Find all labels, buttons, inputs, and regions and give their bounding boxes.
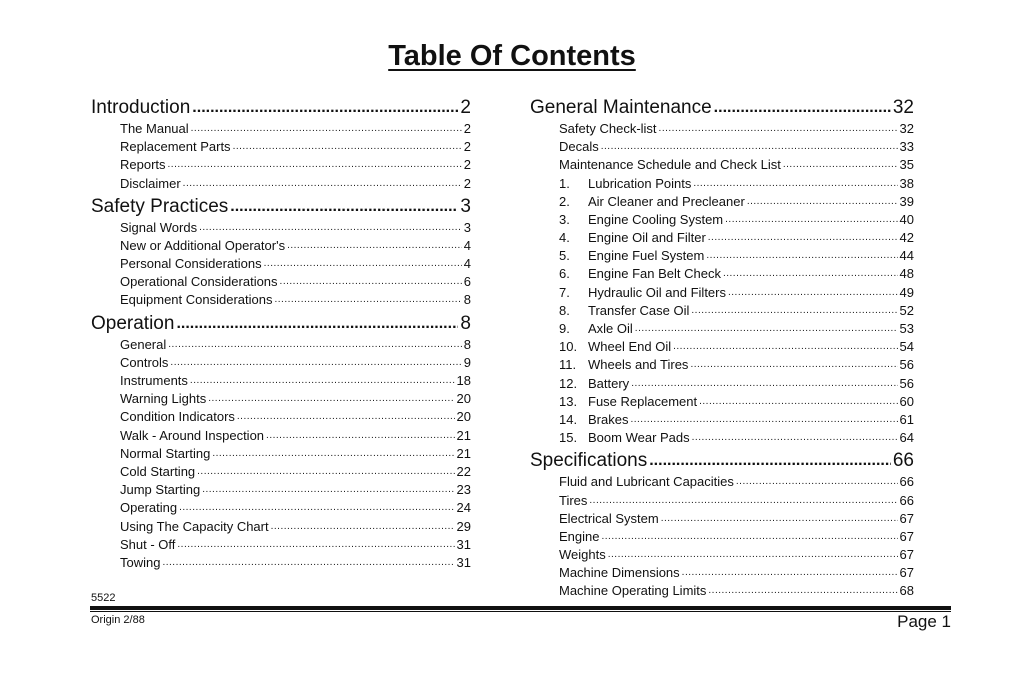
toc-dot-leader [649,449,891,473]
toc-dot-leader [237,408,455,426]
toc-entry-row[interactable] [530,564,914,582]
toc-entry-page: 32 [899,120,914,136]
toc-dot-leader [706,247,897,265]
toc-entry-row[interactable] [530,138,914,156]
toc-dot-leader [266,427,454,445]
toc-dot-leader [170,354,461,372]
toc-entry-label: Lubrication Points [588,175,692,191]
toc-entry-label-wrap [559,546,606,564]
toc-entry-page: 6 [463,274,471,290]
toc-entry-label-wrap [120,463,195,481]
toc-entry-row[interactable] [530,583,914,601]
toc-entry-page: 20 [456,391,471,407]
toc-entry-label-wrap [120,554,160,572]
toc-entry-row[interactable] [530,393,914,411]
toc-entry-row[interactable] [530,528,914,546]
toc-entry-label-wrap [120,255,262,273]
toc-entry-label-wrap [120,175,181,193]
toc-entry-row[interactable] [530,247,914,265]
toc-entry-label: General [120,336,167,352]
toc-entry-label: Equipment Considerations [120,292,273,308]
toc-entry-row[interactable] [91,237,471,255]
toc-entry-row[interactable] [530,492,914,510]
toc-entry-label-wrap [559,393,697,411]
toc-entry-label: Shut - Off [120,536,176,552]
toc-dot-leader [274,292,461,310]
toc-entry-label-wrap [559,564,680,582]
toc-dot-leader [714,96,891,120]
footer-rule-thin [90,611,951,612]
toc-entry-label-wrap [120,292,272,310]
toc-entry-page: 8 [463,292,471,308]
page-title [0,40,1024,73]
toc-dot-leader [280,273,462,291]
toc-dot-leader [692,429,898,447]
toc-entry-label: Personal Considerations [120,256,262,272]
toc-entry-label-wrap [120,408,235,426]
page-title-text: Table Of Contents [388,40,636,72]
toc-entry-page: 52 [899,302,914,318]
toc-entry-label-wrap [120,156,166,174]
toc-entry-label: Engine [559,528,600,544]
toc-entry-label-wrap [559,320,633,338]
toc-dot-leader [601,138,898,156]
toc-entry-number: 8. [559,302,570,318]
toc-dot-leader [608,546,898,564]
toc-entry-label-wrap [120,518,269,536]
toc-entry-label-wrap [120,273,278,291]
toc-entry-label-wrap [559,338,671,356]
toc-entry-row[interactable] [530,120,914,138]
toc-entry-label: Machine Operating Limits [559,583,707,599]
toc-entry-label: Cold Starting [120,463,196,479]
toc-entry-page: 29 [456,518,471,534]
toc-dot-leader [287,237,462,255]
toc-section-row[interactable] [91,96,471,120]
toc-entry-label-wrap [559,229,706,247]
toc-dot-leader [725,211,897,229]
toc-section-page: 2 [460,97,471,118]
toc-entry-number: 3. [559,211,570,227]
toc-dot-leader [168,336,462,354]
toc-entry-page: 44 [899,248,914,264]
toc-entry-number: 9. [559,321,570,337]
toc-entry-label-wrap [120,427,264,445]
toc-entry-label-wrap [559,120,657,138]
toc-entry-label-wrap [120,372,188,390]
toc-entry-row[interactable] [530,284,914,302]
toc-entry-label: Weights [559,547,606,563]
toc-entry-label: Operating [120,500,178,516]
toc-entry-label-wrap [559,175,691,193]
toc-dot-leader [723,266,898,284]
toc-entry-row[interactable] [530,266,914,284]
toc-dot-leader [183,175,462,193]
toc-dot-leader [168,156,462,174]
toc-dot-leader [601,528,897,546]
toc-entry-row[interactable] [530,175,914,193]
toc-entry-row[interactable] [91,372,471,390]
toc-dot-leader [699,393,897,411]
toc-entry-row[interactable] [530,320,914,338]
toc-entry-number: 13. [559,393,578,409]
toc-entry-label-wrap [120,481,200,499]
toc-entry-row[interactable] [91,255,471,273]
toc-entry-label: Signal Words [120,219,198,235]
document-code: 5522 [91,592,116,604]
toc-entry-label: Engine Oil and Filter [588,230,706,246]
toc-entry-label: Wheel End Oil [588,339,672,355]
toc-entry-page: 49 [899,284,914,300]
toc-entry-label: Normal Starting [120,445,211,461]
origin-date: Origin 2/88 [91,614,145,626]
toc-section-title: Operation [91,312,175,334]
toc-dot-leader [197,463,454,481]
toc-entry-page: 56 [899,375,914,391]
toc-entry-page: 66 [899,474,914,490]
toc-entry-row[interactable] [530,473,914,491]
toc-entry-label: Hydraulic Oil and Filters [588,284,726,300]
toc-entry-row[interactable] [530,156,914,174]
toc-dot-leader [673,338,897,356]
toc-entry-row[interactable] [91,554,471,572]
toc-entry-page: 67 [899,547,914,563]
toc-entry-label: Maintenance Schedule and Check List [559,157,781,173]
toc-dot-leader [661,510,898,528]
toc-entry-label: Operational Considerations [120,274,278,290]
toc-entry-label-wrap [120,138,231,156]
toc-section-page: 8 [460,312,471,334]
toc-dot-leader [728,284,898,302]
toc-dot-leader [631,375,897,393]
toc-entry-label-wrap [559,284,726,302]
toc-entry-page: 42 [899,230,914,246]
toc-entry-label: Engine Fuel System [588,248,705,264]
toc-entry-row[interactable] [91,408,471,426]
toc-entry-page: 21 [456,427,471,443]
toc-entry-label: Boom Wear Pads [588,430,690,446]
toc-entry-label: Battery [588,375,630,391]
toc-dot-leader [747,193,898,211]
toc-entry-label-wrap [120,390,206,408]
toc-dot-leader [179,499,454,517]
toc-entry-label-wrap [120,237,285,255]
toc-entry-page: 23 [456,482,471,498]
toc-entry-label-wrap [559,138,599,156]
toc-dot-leader [191,120,462,138]
toc-entry-label-wrap [120,499,177,517]
toc-entry-row[interactable] [91,463,471,481]
toc-entry-label: Reports [120,157,166,173]
toc-entry-page: 9 [463,354,471,370]
toc-entry-row[interactable] [91,481,471,499]
toc-entry-row[interactable] [530,510,914,528]
toc-dot-leader [589,492,897,510]
toc-entry-label: Axle Oil [588,321,633,337]
toc-entry-page: 33 [899,139,914,155]
toc-entry-label-wrap [559,583,706,601]
toc-entry-row[interactable] [91,390,471,408]
toc-dot-leader [176,312,458,336]
toc-dot-leader [162,554,454,572]
toc-entry-row[interactable] [91,499,471,517]
toc-entry-row[interactable] [91,273,471,291]
toc-dot-leader [199,219,462,237]
toc-entry-row[interactable] [91,120,471,138]
toc-entry-label-wrap [559,528,599,546]
toc-dot-leader [682,564,898,582]
toc-entry-row[interactable] [530,411,914,429]
toc-entry-number: 15. [559,430,578,446]
toc-entry-number: 10. [559,339,578,355]
toc-section-title: Specifications [530,450,648,472]
toc-entry-row[interactable] [91,156,471,174]
toc-entry-label-wrap [120,336,166,354]
toc-entry-page: 35 [899,157,914,173]
toc-entry-label-wrap [559,411,628,429]
toc-entry-page: 21 [456,445,471,461]
toc-entry-row[interactable] [91,354,471,372]
toc-entry-row[interactable] [530,375,914,393]
toc-entry-row[interactable] [91,427,471,445]
toc-entry-page: 54 [899,339,914,355]
toc-entry-page: 56 [899,357,914,373]
toc-entry-label-wrap [559,375,629,393]
toc-entry-page: 66 [899,492,914,508]
toc-entry-label: Disclaimer [120,175,181,191]
toc-entry-label-wrap [120,536,175,554]
toc-entry-label-wrap [559,193,745,211]
toc-entry-page: 53 [899,321,914,337]
toc-entry-number: 7. [559,284,570,300]
toc-entry-label: Brakes [588,411,629,427]
toc-entry-label: Fuse Replacement [588,393,698,409]
toc-entry-page: 31 [456,536,471,552]
toc-dot-leader [708,229,898,247]
toc-entry-row[interactable] [530,193,914,211]
toc-entry-row[interactable] [91,292,471,310]
toc-dot-leader [630,411,897,429]
toc-section-row[interactable] [530,449,914,473]
toc-entry-label-wrap [559,266,721,284]
toc-entry-label: Wheels and Tires [588,357,689,373]
toc-entry-label-wrap [559,247,704,265]
toc-entry-page: 38 [899,175,914,191]
toc-entry-row[interactable] [91,536,471,554]
toc-entry-label: Engine Fan Belt Check [588,266,721,282]
toc-entry-page: 2 [463,157,471,173]
toc-entry-row[interactable] [91,518,471,536]
toc-entry-page: 22 [456,463,471,479]
toc-entry-label: Instruments [120,373,188,389]
toc-entry-label-wrap [120,120,189,138]
toc-entry-label-wrap [559,302,689,320]
toc-entry-page: 2 [463,120,471,136]
toc-entry-label: Warning Lights [120,391,207,407]
toc-entry-row[interactable] [91,175,471,193]
toc-entry-page: 24 [456,500,471,516]
toc-entry-page: 67 [899,565,914,581]
toc-entry-row[interactable] [91,138,471,156]
toc-entry-page: 67 [899,528,914,544]
toc-entry-label: Walk - Around Inspection [120,427,265,443]
toc-entry-label-wrap [120,354,168,372]
toc-entry-number: 1. [559,175,570,191]
toc-dot-leader [271,518,455,536]
toc-dot-leader [208,390,454,408]
toc-section-row[interactable] [530,96,914,120]
toc-section-title: Introduction [91,97,191,118]
toc-entry-row[interactable] [530,429,914,447]
toc-dot-leader [202,481,454,499]
toc-dot-leader [177,536,454,554]
footer-rule [90,606,951,610]
toc-entry-page: 2 [463,139,471,155]
toc-entry-page: 48 [899,266,914,282]
toc-entry-label-wrap [559,473,734,491]
toc-entry-page: 68 [899,583,914,599]
toc-entry-label: Condition Indicators [120,409,235,425]
toc-entry-label-wrap [120,445,210,463]
toc-entry-label: New or Additional Operator's [120,237,286,253]
toc-entry-label: Transfer Case Oil [588,302,690,318]
toc-section-title: General Maintenance [530,97,712,118]
toc-section-row[interactable] [91,195,471,219]
toc-dot-leader [190,372,455,390]
toc-entry-row[interactable] [91,336,471,354]
toc-entry-number: 12. [559,375,578,391]
toc-dot-leader [736,473,898,491]
toc-entry-label: Safety Check-list [559,120,657,136]
toc-dot-leader [230,195,458,219]
toc-dot-leader [192,96,458,120]
toc-section-page: 3 [460,195,471,217]
toc-entry-page: 67 [899,510,914,526]
toc-entry-page: 4 [463,256,471,272]
toc-entry-label: Electrical System [559,510,659,526]
toc-entry-label: Machine Dimensions [559,565,680,581]
toc-entry-label-wrap [559,510,659,528]
toc-dot-leader [212,445,454,463]
toc-entry-row[interactable] [91,445,471,463]
toc-entry-number: 4. [559,230,570,246]
toc-entry-label: Using The Capacity Chart [120,518,269,534]
toc-entry-label: Replacement Parts [120,139,231,155]
toc-entry-row[interactable] [530,229,914,247]
toc-entry-number: 14. [559,411,578,427]
toc-entry-page: 4 [463,237,471,253]
toc-section-row[interactable] [91,312,471,336]
toc-entry-page: 3 [463,219,471,235]
toc-entry-label: Engine Cooling System [588,211,724,227]
toc-entry-label: Fluid and Lubricant Capacities [559,474,734,490]
toc-entry-page: 64 [899,430,914,446]
toc-dot-leader [691,302,897,320]
toc-entry-label: Decals [559,139,599,155]
toc-section-page: 32 [892,97,914,118]
toc-entry-page: 60 [899,393,914,409]
toc-section-page: 66 [892,450,914,472]
toc-entry-row[interactable] [530,338,914,356]
toc-dot-leader [783,156,898,174]
toc-entry-label: Tires [559,492,588,508]
toc-entry-label-wrap [559,356,688,374]
toc-entry-row[interactable] [530,356,914,374]
toc-dot-leader [659,120,898,138]
toc-dot-leader [264,255,462,273]
toc-entry-page: 61 [899,411,914,427]
toc-entry-row[interactable] [530,302,914,320]
toc-entry-label: Towing [120,554,161,570]
toc-entry-number: 6. [559,266,570,282]
toc-entry-label-wrap [559,211,723,229]
toc-entry-label: Air Cleaner and Precleaner [588,193,745,209]
toc-entry-label-wrap [559,156,781,174]
toc-entry-label-wrap [120,219,197,237]
toc-entry-label: The Manual [120,120,189,136]
toc-entry-page: 8 [463,336,471,352]
toc-entry-page: 2 [463,175,471,191]
toc-dot-leader [693,175,897,193]
toc-entry-page: 31 [456,554,471,570]
toc-entry-label-wrap [559,492,587,510]
toc-dot-leader [690,356,897,374]
toc-entry-label: Jump Starting [120,482,201,498]
toc-section-title: Safety Practices [91,195,229,217]
toc-entry-page: 40 [899,211,914,227]
toc-entry-row[interactable] [91,219,471,237]
toc-entry-page: 18 [456,373,471,389]
toc-entry-number: 2. [559,193,570,209]
toc-dot-leader [635,320,898,338]
toc-entry-page: 20 [456,409,471,425]
toc-dot-leader [708,583,897,601]
toc-right-column [530,94,914,601]
toc-entry-number: 11. [559,357,577,373]
page-number: Page 1 [897,612,951,631]
toc-entry-number: 5. [559,248,570,264]
toc-entry-page: 39 [899,193,914,209]
toc-entry-label-wrap [559,429,690,447]
toc-entry-row[interactable] [530,546,914,564]
toc-entry-label: Controls [120,354,169,370]
toc-dot-leader [233,138,462,156]
toc-left-column [91,94,471,572]
toc-entry-row[interactable] [530,211,914,229]
